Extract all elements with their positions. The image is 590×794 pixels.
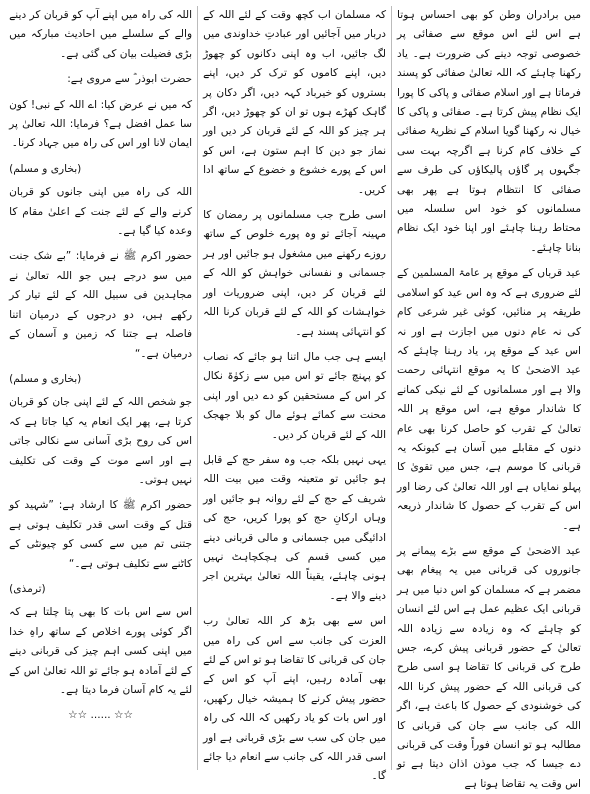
paragraph: جو شخص اللہ کے لئے اپنی جان کو قربان کرتا ہے، پھر ایک انعام یہ کیا جاتا ہے کہ اس کی روح بڑی آسانی سے نکالی جاتی ہے اور اسے موت کے وقت کی تکلیف نہیں ہوتی۔ (9, 396, 193, 486)
hadith-reference: (ترمذی) (9, 582, 46, 595)
paragraph: عید قرباں کے موقع پر عامۃ المسلمین کے لئے ضروری ہے کہ وہ اس عید کو اسلامی طریقہ پر منائیں، کوئی غیر شرعی کام کی نہ عام دنوں میں اجازت ہے اور نہ اس عید کے موقع پر، یاد رہنا چاہئے کہ عید الاضحیٰ کا یہ موقع انتہائی رحمت والا ہے اور مسلمانوں کے لئے نیکی کمانے کا شاندار موقع ہے، اس موقع پر اللہ تعالیٰ کے تقرب کو حاصل کرنا بھی عام دنوں کے مقابلے میں آسان ہے کیونکہ یہ قربانی کا موسم ہے، جس میں تقویٰ کا پہلو نمایاں ہے اور اللہ تعالیٰ کی رضا اور اس کے تقرب کے حصول کا شاندار ذریعہ ہے۔ (397, 267, 581, 532)
paragraph: عید الاضحیٰ کے موقع سے بڑے پیمانے پر جانوروں کی قربانی میں یہ پیغام بھی مضمر ہے کہ مسلمان کو اس دنیا میں ہر قربانی ایک عظیم عمل ہے اس لئے انسان کو چاہئے کہ وہ زیادہ سے زیادہ اللہ تعالیٰ کے حضور قربانی پیش کرے، جس طرح کی قربانی کا تقاضا ہو اسی طرح کی قربانی اللہ کے حضور پیش کرنا اللہ کی خوشنودی کے حصول کا باعث ہے، اگر اللہ کی جانب سے جان کی قربانی کا مطالبہ ہو تو انسان فوراً وقت کی قربانی دے جیسا کہ جب موذن اذان دیتا ہے تو اس وقت یہ تقاضا ہوتا ہے (397, 544, 581, 790)
article-columns (4, 6, 586, 790)
hadith-text: حضور اکرم ﷺ نے فرمایا: ”بے شک جنت میں سو درجے ہیں جو اللہ تعالیٰ نے مجاہدین فی سبیل اللہ کے لئے تیار کر رکھے ہیں، دو درجوں کے درمیان اتنا فاصلہ ہے جتنا کہ زمین و آسمان کے درمیان ہے۔“ (9, 250, 193, 360)
hadith-reference: (بخاری و مسلم) (9, 162, 82, 175)
paragraph: میں برادران وطن کو بھی احساس ہوتا ہے اس لئے اس موقع سے صفائی پر خصوصی توجہ دینے کی ضرورت ہے۔ یاد رکھنا چاہئے کہ اللہ تعالیٰ صفائی کو پسند فرماتا ہے اور اسلام صفائی و پاکی کا پورا ایک نظام پیش کرتا ہے۔ صفائی و پاکی کا خیال نہ رکھنا گویا اسلام کے نظریۂ صفائی کے خلاف کام کرنا ہے اگرچہ بہت سی جگہوں پر گاؤں پالیکاؤں کی طرف سے صفائی کا انتظام ہوتا ہے پھر بھی مسلمانوں کو خود اس سلسلہ میں محتاط رہنا چاہئے اور اپنا خود ایک نظام بنانا چاہئے۔ (397, 9, 581, 254)
article-end-mark: ☆☆ ...... ☆☆ (68, 709, 134, 722)
paragraph: کہ مسلمان اب کچھ وقت کے لئے اللہ کے دربار میں آجائیں اور عبادتِ خداوندی میں لگ جائیں، اب وہ اپنی دکانوں کو چھوڑ دیں، اپنے کاموں کو ترک کر دیں، اپنے بستروں کو خیرباد کہہ دیں، اگر دکان پر گاہک کھڑے ہوں تو ان کو چھوڑ دیں، اگر ہر چیز کو اللہ کے لئے قربان کر دیں اور نماز جو دین کا اہم ستون ہے، اس کو اس کے پورے خشوع و خضوع کے ساتھ ادا کریں۔ (203, 9, 387, 196)
paragraph: اسی طرح جب مسلمانوں پر رمضان کا مہینہ آجائے تو وہ پورے خلوص کے ساتھ روزے رکھنے میں مشغول ہو جائیں اور ہر جسمانی و نفسانی خواہش کو اللہ کے لئے قربان کر دیں، اپنی ضروریات اور خواہشات کو اللہ کے لئے قربان کرنا اللہ کو انتہائی پسند ہے۔ (203, 209, 387, 338)
paragraph: یہی نہیں بلکہ جب وہ سفر حج کے قابل ہو جائیں تو متعینہ وقت میں بیت اللہ شریف کے حج کے لئے روانہ ہو جائیں اور وہاں ارکانِ حج کو پورا کریں، حج کی ادائیگی میں جسمانی و مالی قربانی دینے میں کسی قسم کی ہچکچاہٹ نہیں ہونی چاہئے، یقیناً اللہ تعالیٰ بہترین اجر دینے والا ہے۔ (203, 453, 387, 602)
column-left (4, 6, 198, 770)
paragraph: اس سے اس بات کا بھی پتا چلتا ہے کہ اگر کوئی پورے اخلاص کے ساتھ راہِ خدا میں اپنی کسی اہم چیز کی قربانی دینے کے لئے آمادہ ہو جائے تو اللہ تعالیٰ اس کے لئے یہ کام آسان فرما دیتا ہے۔ (9, 606, 193, 696)
paragraph: اللہ کی راہ میں اپنے آپ کو قربان کر دینے والے کے سلسلے میں احادیث مبارکہ میں بڑی فضیلت بیان کی گئی ہے۔ (9, 9, 193, 60)
column-right (392, 6, 586, 790)
hadith-text: کہ میں نے عرض کیا: اے اللہ کے نبی! کون سا عمل افضل ہے؟ فرمایا: اللہ تعالیٰ پر ایمان لانا اور اس کی راہ میں جہاد کرنا۔ (9, 98, 193, 150)
paragraph: ایسے ہی جب مال اتنا ہو جائے کہ نصاب کو پہنچ جائے تو اس میں سے زکوٰۃ نکال کر اس کے مستحقین کو دے دیں اور اپنی محنت سے کمائے ہوئے مال کو بلا جھجک اللہ کے لئے قربان کر دیں۔ (203, 350, 387, 441)
paragraph: اللہ کی راہ میں اپنی جانوں کو قربان کرنے والے کے لئے جنت کے اعلیٰ مقام کا وعدہ کیا گیا ہے۔ (9, 186, 193, 238)
hadith-text: حضور اکرم ﷺ کا ارشاد ہے: ”شہید کو قتل کے وقت اسی قدر تکلیف ہوتی ہے جتنی تم میں سے کسی کو چیونٹی کے کاٹنے سے تکلیف ہوتی ہے۔“ (9, 499, 193, 570)
column-middle (198, 6, 392, 783)
hadith-narrator-line: حضرت ابوذر ؓ سے مروی ہے: (67, 73, 193, 86)
paragraph: اس سے بھی بڑھ کر اللہ تعالیٰ رب العزت کی جانب سے اس کی راہ میں جان کی قربانی کا تقاضا ہو تو اس کے لئے بھی آمادہ رہیں، اپنے آپ کو اس کے حضور پیش کرنے کا ہمیشہ خیال رکھیں، اور اس بات کو یاد رکھیں کہ اللہ کی راہ میں جان کی سب سے بڑی قربانی ہے اور اسی قدر اللہ کی جانب سے انعام دیا جائے گا۔ (203, 615, 387, 783)
hadith-reference: (بخاری و مسلم) (9, 372, 82, 385)
